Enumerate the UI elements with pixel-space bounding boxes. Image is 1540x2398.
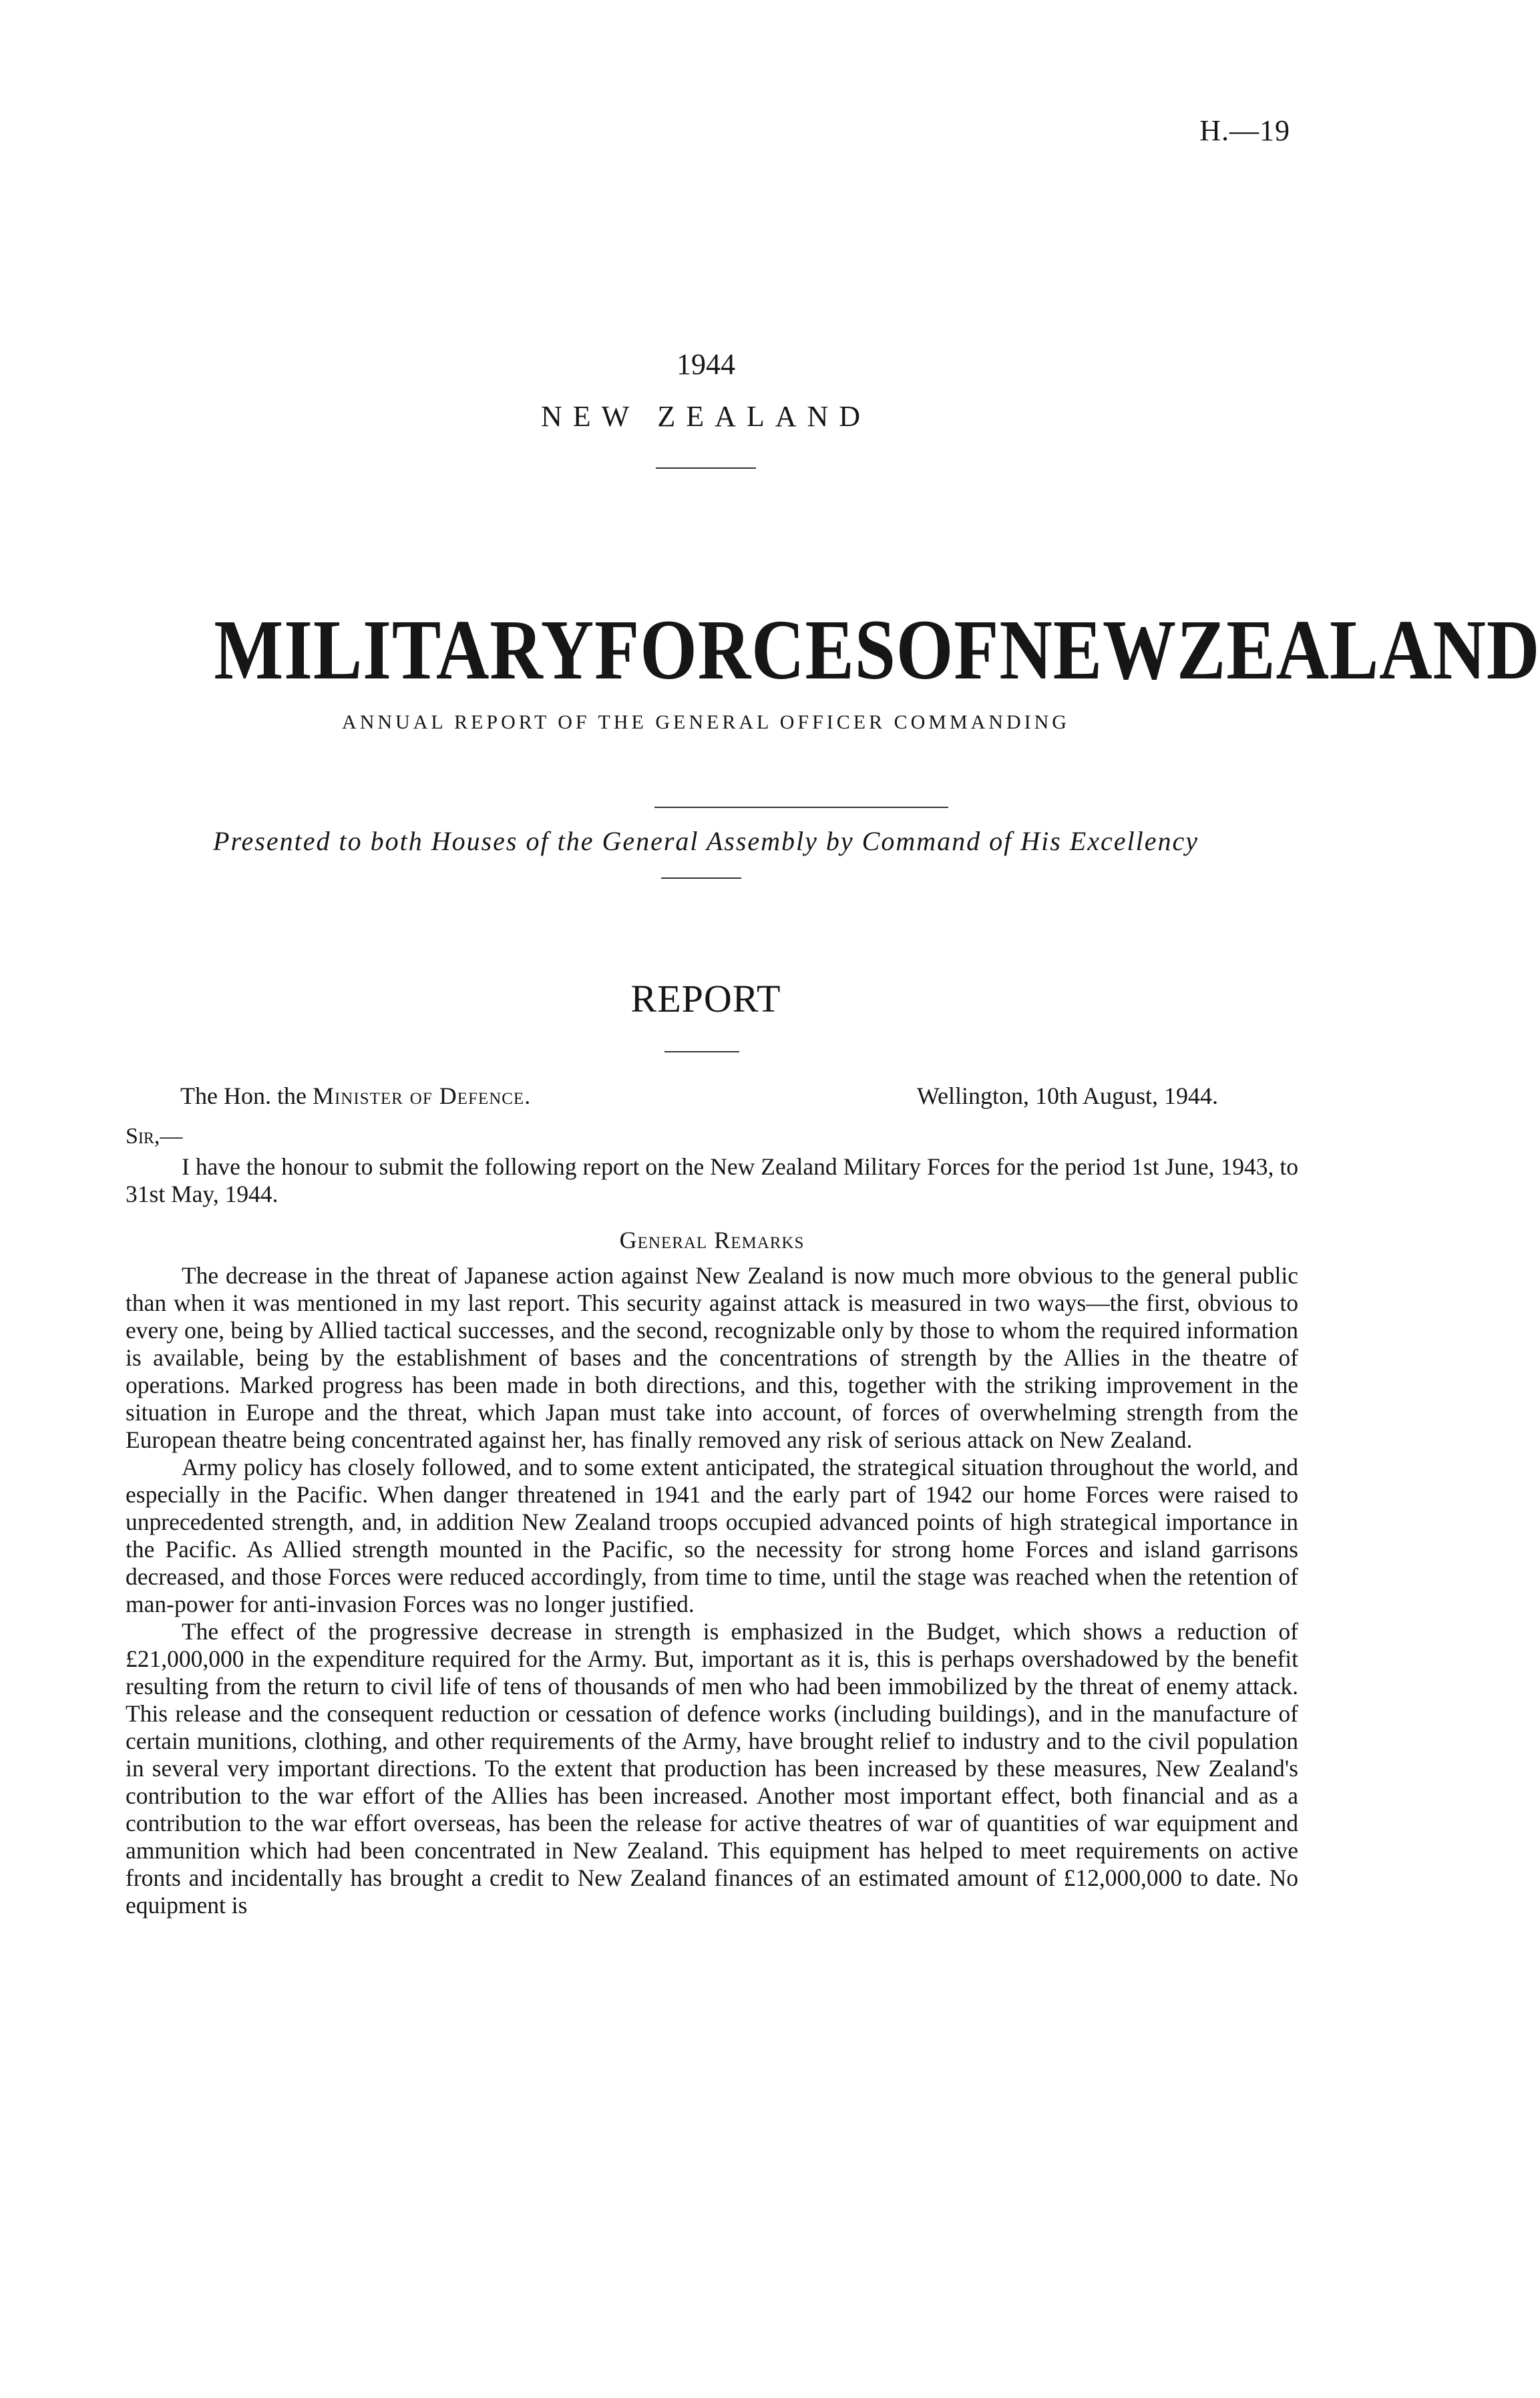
document-year: 1944 [677, 348, 735, 381]
addressee-prefix: The Hon. the [180, 1082, 307, 1109]
title-word: FORCES [594, 602, 896, 697]
divider-rule [661, 877, 741, 879]
body-paragraph: The decrease in the threat of Japanese action against New Zealand is now much more obvious to the general public than when it was mentioned in my last report. This security against attack is measured in two ways—the first, obvious to every one, being by Allied tactical successes, and the second, recognizable only by those to whom the required information is available, being by the establishment of bases and the concentrations of strength by the Allies in the theatre of operations. Marked progress has been made in both directions, and this, together with the striking improvement in the situation in Europe and the threat, which Japan must take into account, of forces of overwhelming strength from the European theatre being concentrated against her, has finally removed any risk of serious attack on New Zealand. [126, 1262, 1298, 1453]
body-paragraph: The effect of the progressive decrease in strength is emphasized in the Budget, which shows a reduction of £21,000,000 in the expenditure required for the Army. But, important as it is, this is perhaps overshadowed by the benefit resulting from the return to civil life of tens of thousands of men who had been immobilized by the threat of enemy attack. This release and the consequent reduction or cessation of defence works (including buildings), and in the manufacture of certain munitions, clothing, and other requirements of the Army, have brought relief to industry and to the civil population in several very important directions. To the extent that production has been increased by these measures, New Zealand's contribution to the war effort of the Allies has been increased. Another most important effect, both financial and as a contribution to the war effort overseas, has been the release for active theatres of war of quantities of war equipment and ammunition which had been concentrated in New Zealand. This equipment has helped to meet requirements on active fronts and incidentally has brought a credit to New Zealand finances of an estimated amount of £12,000,000 to date. No equipment is [126, 1618, 1298, 1919]
section-heading: General Remarks [619, 1227, 805, 1253]
report-heading: REPORT [630, 977, 781, 1020]
divider-rule [656, 467, 756, 469]
document-subtitle: ANNUAL REPORT OF THE GENERAL OFFICER COMMANDING [342, 711, 1070, 733]
intro-paragraph: I have the honour to submit the following report on the New Zealand Military Forces for the period 1st June, 1943, to 31st May, 1944. [126, 1153, 1298, 1207]
date-line: Wellington, 10th August, 1944. [916, 1082, 1218, 1109]
presentation-line: Presented to both Houses of the General Assembly by Command of His Excellency [213, 826, 1199, 856]
divider-rule [664, 1051, 739, 1052]
divider-rule [654, 807, 948, 808]
title-word: NEW [999, 602, 1177, 697]
body-paragraph: Army policy has closely followed, and to some extent anticipated, the strategical situation throughout the world, and especially in the Pacific. When danger threatened in 1941 and the early part of 1942 our home Forces were raised to unprecedented strength, and, in addition New Zealand troops occupied advanced points of high strategical importance in the Pacific. As Allied strength mounted in the Pacific, so the necessity for strong home Forces and island garrisons decreased, and those Forces were reduced accordingly, from time to time, until the stage was reached when the retention of man-power for anti-invasion Forces was no longer justified. [126, 1454, 1298, 1617]
document-title [214, 601, 1540, 699]
title-word: OF [896, 602, 1000, 697]
salutation: Sir,— [126, 1124, 183, 1149]
title-word: ZEALAND [1176, 602, 1540, 697]
title-word: MILITARY [214, 602, 595, 697]
document-reference: H.—19 [1199, 114, 1290, 147]
country-name: NEW ZEALAND [540, 400, 872, 433]
report-body [126, 1153, 1298, 1919]
addressee-title: Minister of Defence. [312, 1082, 532, 1109]
addressee-line [180, 1082, 531, 1110]
